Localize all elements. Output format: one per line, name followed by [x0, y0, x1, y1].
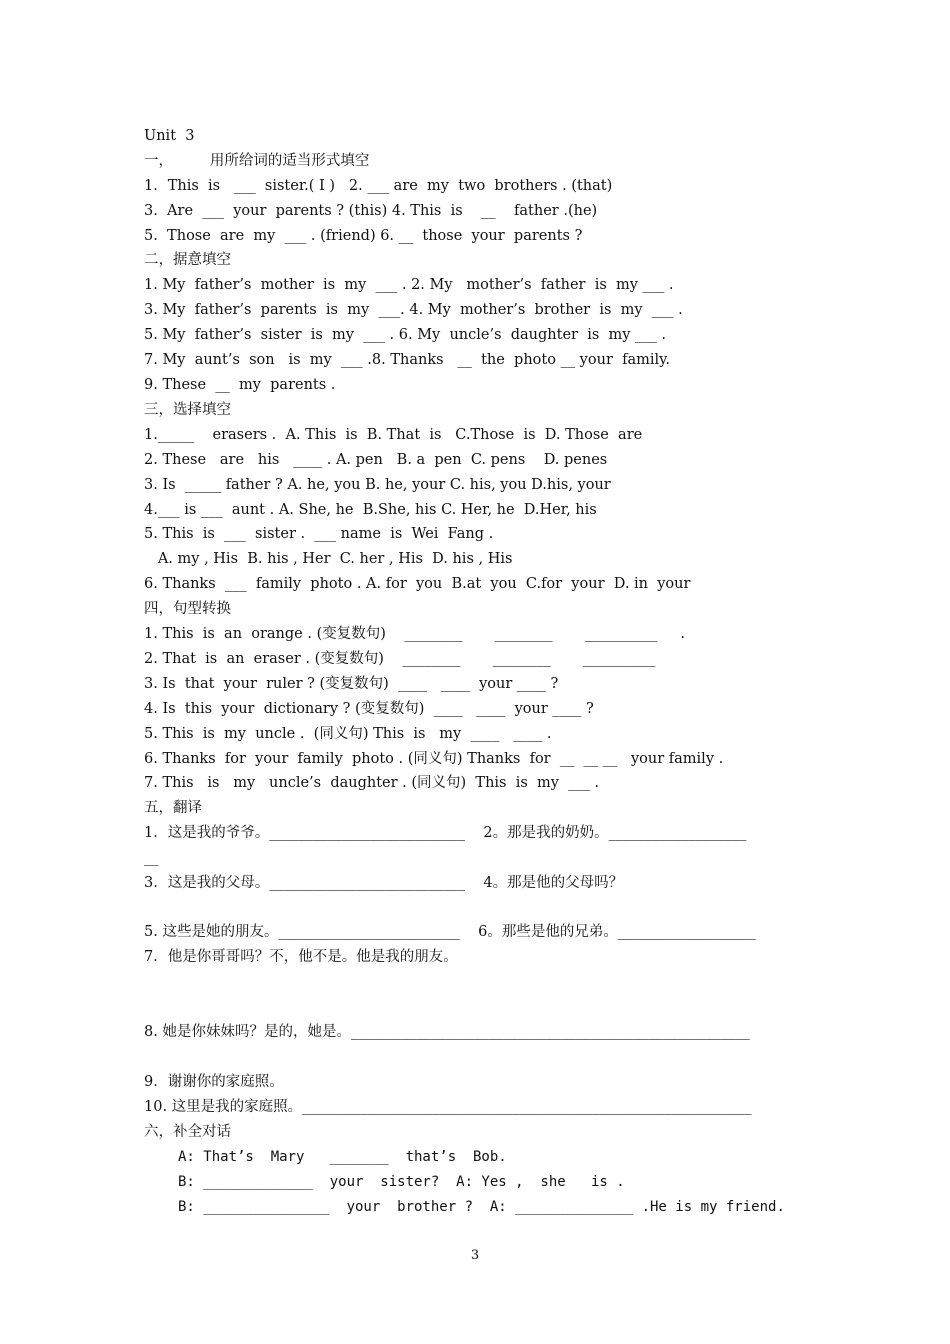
exercise-line: 3. Is that your ruler ? (变复数句) ____ ____ your ____ ?	[144, 676, 559, 692]
translation-line: __	[144, 850, 159, 866]
exercise-line: 1._____ erasers . A. This is B. That is C.Those is D. Those are	[144, 427, 643, 443]
dialogue-line: A: That’s Mary _______ that’s Bob.	[178, 1149, 507, 1165]
translation-line: 9．谢谢你的家庭照。	[144, 1074, 284, 1090]
exercise-line: 2. That is an eraser . (变复数句) ________ ________ __________	[144, 651, 656, 667]
section-heading: 二，据意填空	[144, 252, 231, 268]
dialogue-line: B: _______________ your brother ? A: ______________ .He is my friend.	[178, 1199, 785, 1215]
exercise-line: 4.___ is ___ aunt . A. She, he B.She, his C. Her, he D.Her, his	[144, 502, 597, 518]
page-number: 3	[470, 1248, 480, 1263]
exercise-line: 9. These __ my parents .	[144, 377, 336, 393]
exercise-line: 7. This is my uncle’s daughter . (同义句) This is my ___ .	[144, 775, 600, 791]
exercise-line: 6. Thanks ___ family photo . A. for you B.at you C.for your D. in your	[144, 576, 691, 592]
unit-title: Unit 3	[144, 128, 195, 144]
section-heading: 四，句型转换	[144, 601, 231, 617]
exercise-line: 4. Is this your dictionary ? (变复数句) ____ ____ your ____ ?	[144, 701, 594, 717]
exercise-line: 5. This is my uncle . (同义句) This is my ____ ____ .	[144, 726, 552, 742]
translation-line: 10. 这里是我的家庭照。______________________________________________________________	[144, 1099, 752, 1115]
exercise-line: 3. My father’s parents is my ___. 4. My mother’s brother is my ___ .	[144, 302, 683, 318]
exercise-line: 1．This is ___ sister.( I ) 2. ___ are my two brothers . (that)	[144, 178, 613, 194]
exercise-line: 7. My aunt’s son is my ___ .8. Thanks __ the photo __ your family.	[144, 352, 671, 368]
exercise-line: 2. These are his ____ . A. pen B. a pen C. pens D. penes	[144, 452, 608, 468]
exercise-line: 1. My father’s mother is my ___ . 2. My mother’s father is my ___ .	[144, 277, 674, 293]
translation-line: 3．这是我的父母。___________________________ 4。那是他的父母吗？	[144, 875, 624, 891]
translation-line: 1．这是我的爷爷。___________________________ 2。那是我的奶奶。___________________	[144, 825, 747, 841]
exercise-line: 6. Thanks for your family photo . (同义句) Thanks for __ __ __ your family .	[144, 751, 724, 767]
exercise-line: 5. My father’s sister is my ___ . 6. My uncle’s daughter is my ___ .	[144, 327, 667, 343]
translation-line: 5. 这些是她的朋友。_________________________ 6。那些是他的兄弟。___________________	[144, 924, 756, 940]
exercise-line: 3. Is _____ father ? A. he, you B. he, your C. his, you D.his, your	[144, 477, 611, 493]
exercise-line: 5. Those are my ___ . (friend) 6. __ those your parents ?	[144, 228, 583, 244]
exercise-line: 5. This is ___ sister . ___ name is Wei Fang .	[144, 526, 494, 542]
dialogue-line: B: _____________ your sister? A: Yes , she is .	[178, 1174, 625, 1190]
translation-line: 8. 她是你妹妹吗？是的，她是。_______________________________________________________	[144, 1024, 750, 1040]
translation-line: 7．他是你哥哥吗？不，他不是。他是我的朋友。	[144, 949, 458, 965]
exercise-line: 3. Are ___ your parents ? (this) 4. This is __ father .(he)	[144, 203, 598, 219]
section-heading: 六，补全对话	[144, 1124, 231, 1140]
exercise-line: 1. This is an orange . (变复数句) ________ ________ __________ .	[144, 626, 686, 642]
exercise-line: A. my , His B. his , Her C. her , His D. his , His	[144, 551, 513, 567]
section-heading: 五，翻译	[144, 800, 202, 816]
section-heading: 一， 用所给词的适当形式填空	[144, 153, 370, 169]
section-heading: 三，选择填空	[144, 402, 231, 418]
